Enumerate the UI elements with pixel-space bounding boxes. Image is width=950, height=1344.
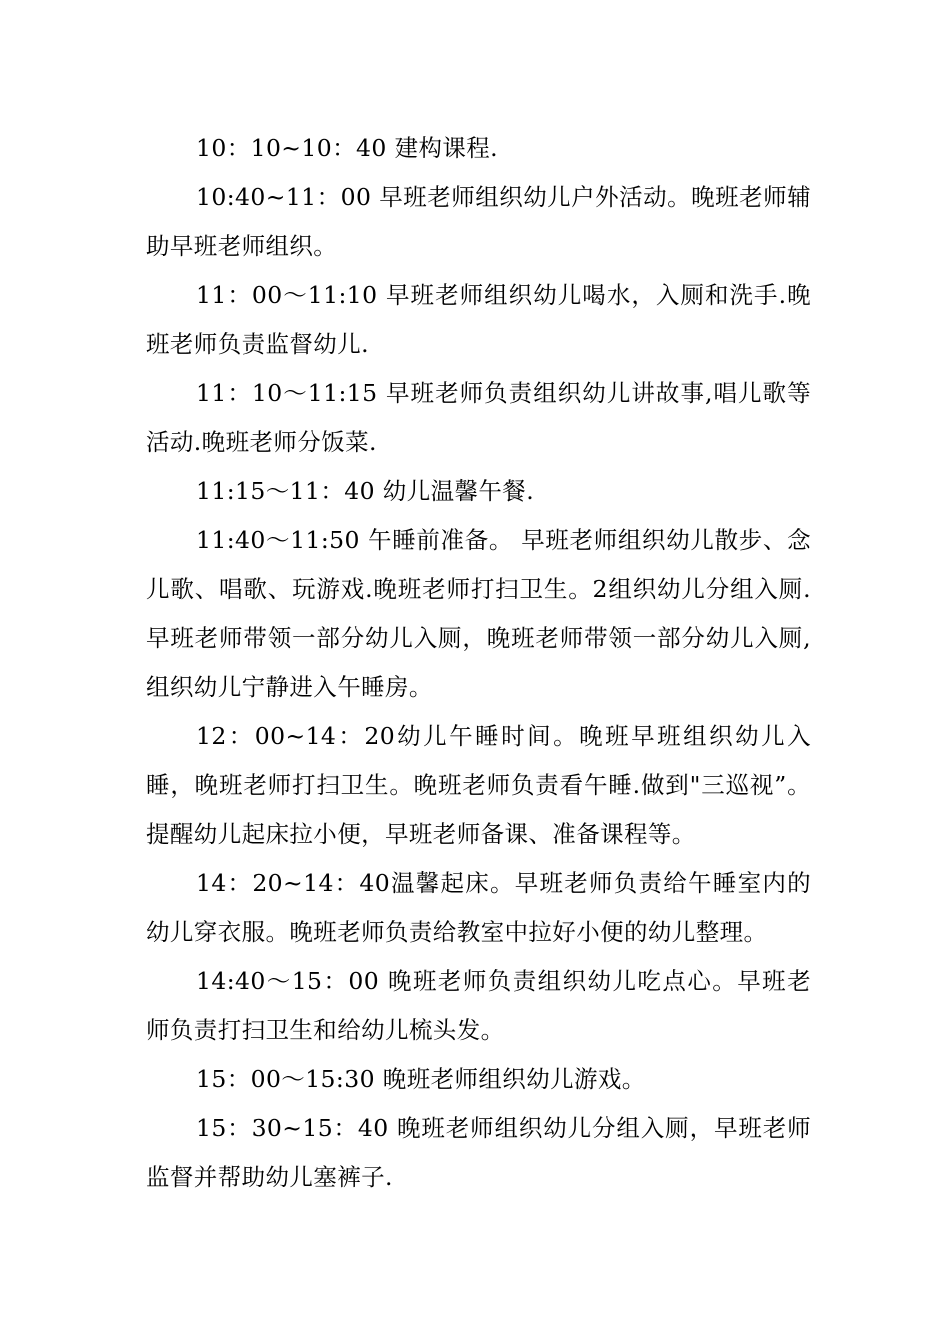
schedule-paragraph-3: 11：00～11:10 早班老师组织幼儿喝水，入厕和洗手.晚班老师负责监督幼儿.: [146, 281, 811, 358]
schedule-paragraph-5: 11:15～11：40 幼儿温馨午餐.: [196, 477, 535, 505]
schedule-paragraph-9: 14:40～15：00 晚班老师负责组织幼儿吃点心。早班老师负责打扫卫生和给幼儿梳头发。: [146, 967, 811, 1044]
schedule-paragraph-6: 11:40～11:50 午睡前准备。 早班老师组织幼儿散步、念儿歌、唱歌、玩游戏.晚班老师打扫卫生。2组织幼儿分组入厕.早班老师带领一部分幼儿入厕，晚班老师带领一部分幼儿入厕,组织幼儿宁静进入午睡房。: [146, 526, 811, 701]
schedule-paragraph-10: 15：00～15:30 晚班老师组织幼儿游戏。: [196, 1065, 646, 1093]
schedule-paragraph-1: 10：10~10：40 建构课程.: [196, 134, 499, 162]
schedule-paragraph-11: 15：30~15：40 晚班老师组织幼儿分组入厕，早班老师监督并帮助幼儿塞裤子.: [146, 1114, 811, 1191]
schedule-paragraph-7: 12：00~14：20幼儿午睡时间。晚班早班组织幼儿入睡，晚班老师打扫卫生。晚班老师负责看午睡.做到"三巡视”。提醒幼儿起床拉小便，早班老师备课、准备课程等。: [146, 722, 811, 848]
schedule-paragraph-4: 11：10～11:15 早班老师负责组织幼儿讲故事,唱儿歌等活动.晚班老师分饭菜.: [146, 379, 811, 456]
document-body: [146, 124, 811, 1202]
schedule-paragraph-2: 10:40~11：00 早班老师组织幼儿户外活动。晚班老师辅助早班老师组织。: [146, 183, 811, 260]
schedule-paragraph-8: 14：20~14：40温馨起床。早班老师负责给午睡室内的幼儿穿衣服。晚班老师负责给教室中拉好小便的幼儿整理。: [146, 869, 811, 946]
